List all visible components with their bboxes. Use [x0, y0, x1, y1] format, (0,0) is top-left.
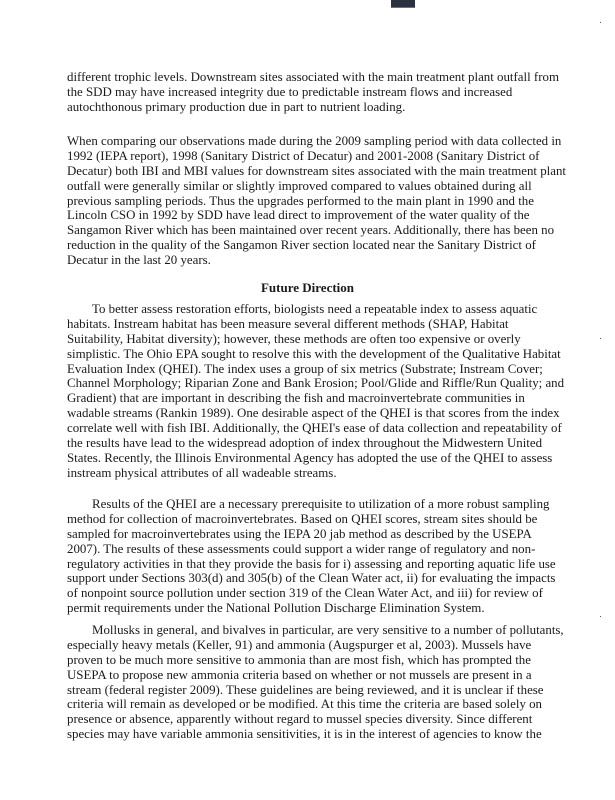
- text-line: correlate well with fish IBI. Additionally, the QHEI's ease of data collection and repeatability of: [67, 421, 562, 436]
- text-line: instream physical attributes of all wadeable streams.: [67, 465, 337, 480]
- text-line: especially heavy metals (Keller, 91) and ammonia (Augspurger et al, 2003). Mussels have: [67, 637, 532, 652]
- text-line: 2007). The results of these assessments could support a wider range of regulatory and non-: [67, 541, 536, 556]
- text-line: species may have variable ammonia sensitivities, it is in the interest of agencies to know the: [67, 727, 542, 742]
- scan-speck: [600, 616, 601, 617]
- text-line: Gradient) that are important in describing the fish and macroinvertebrate communities in: [67, 391, 525, 406]
- paragraph-trophic-levels: [67, 70, 559, 115]
- text-line: Suitability, Habitat diversity); however, these methods are often too expensive or overly: [67, 331, 521, 346]
- text-line: wadable streams (Rankin 1989). One desirable aspect of the QHEI is that scores from the index: [67, 406, 560, 421]
- text-line: Mollusks in general, and bivalves in particular, are very sensitive to a number of pollutants,: [92, 623, 564, 637]
- text-line: support under Sections 303(d) and 305(b) of the Clean Water act, ii) for evaluating the impacts: [67, 571, 556, 586]
- text-line: proven to be much more sensitive to ammonia than are most fish, which has prompted the: [67, 652, 531, 667]
- text-line: the SDD may have increased integrity due to predictable instream flows and increased: [67, 84, 513, 99]
- text-line: Decatur in the last 20 years.: [67, 253, 211, 268]
- text-line: regulatory activities in that they provide the basis for i) assessing and reporting aquatic life use: [67, 556, 556, 571]
- text-line: Sangamon River which has been maintained over recent years. Additionally, there has been no: [67, 223, 555, 238]
- text-line: reduction in the quality of the Sangamon River section located near the Sanitary District of: [67, 238, 536, 253]
- paragraph-qhei-results: [67, 497, 556, 616]
- text-line: habitats. Instream habitat has been measure several different methods (SHAP, Habitat: [67, 316, 509, 331]
- text-line: States. Recently, the Illinois Environmental Agency has adopted the use of the QHEI to assess: [67, 450, 553, 465]
- text-line: To better assess restoration efforts, biologists need a repeatable index to assess aquatic: [92, 302, 538, 316]
- text-line: criteria will remain as developed or be modified. At this time the criteria are based solely on: [67, 697, 543, 712]
- text-line: 1992 (IEPA report), 1998 (Sanitary District of Decatur) and 2001-2008 (Sanitary District of: [67, 148, 540, 163]
- section-heading: Future Direction: [260, 280, 355, 295]
- text-line: outfall were generally similar or slightly improved compared to values obtained during all: [67, 178, 532, 193]
- text-line: Results of the QHEI are a necessary prerequisite to utilization of a more robust sampling: [92, 497, 550, 511]
- text-line: simplistic. The Ohio EPA sought to resolve this with the development of the Qualitative Habitat: [67, 346, 561, 361]
- text-line: permit requirements under the National Pollution Discharge Elimination System.: [67, 601, 485, 616]
- text-line: Evaluation Index (QHEI). The index uses a group of six metrics (Substrate; Instream Cover;: [67, 361, 543, 376]
- text-line: previous sampling periods. Thus the upgrades performed to the main plant in 1990 and the: [67, 193, 534, 208]
- text-line: stream (federal register 2009). These guidelines are being reviewed, and it is unclear if these: [67, 682, 544, 697]
- paragraph-comparison: [67, 134, 567, 268]
- text-line: Lincoln CSO in 1992 by SDD have lead direct to improvement of the water quality of the: [67, 208, 530, 223]
- text-line: of nonpoint source pollution under section 319 of the Clean Water Act, and iii) for review of: [67, 586, 543, 601]
- text-line: the results have lead to the widespread adoption of index throughout the Midwestern United: [67, 436, 543, 451]
- text-line: Channel Morphology; Riparian Zone and Bank Erosion; Pool/Glide and Riffle/Run Quality; and: [67, 376, 565, 391]
- paragraph-qhei-intro: [67, 302, 565, 481]
- text-line: presence or absence, apparently without regard to mussel species diversity. Since different: [67, 712, 533, 727]
- text-line: autochthonous primary production due in part to nutrient loading.: [67, 99, 406, 114]
- text-line: When comparing our observations made during the 2009 sampling period with data collected in: [67, 134, 562, 148]
- scan-speck: [600, 22, 601, 23]
- text-line: different trophic levels. Downstream sites associated with the main treatment plant outfall from: [67, 70, 559, 84]
- text-line: method for collection of macroinvertebrates. Based on QHEI scores, stream sites should be: [67, 511, 538, 526]
- text-line: sampled for macroinvertebrates using the IEPA 20 jab method as described by the USEPA: [67, 526, 532, 541]
- scan-artifact-image: [391, 0, 415, 8]
- text-line: Decatur) both IBI and MBI values for downstream sites associated with the main treatment plant: [67, 163, 567, 178]
- scan-speck: [600, 338, 601, 339]
- paragraph-mollusks: [67, 623, 564, 742]
- text-line: USEPA to propose new ammonia criteria based on whether or not mussels are present in a: [67, 667, 532, 682]
